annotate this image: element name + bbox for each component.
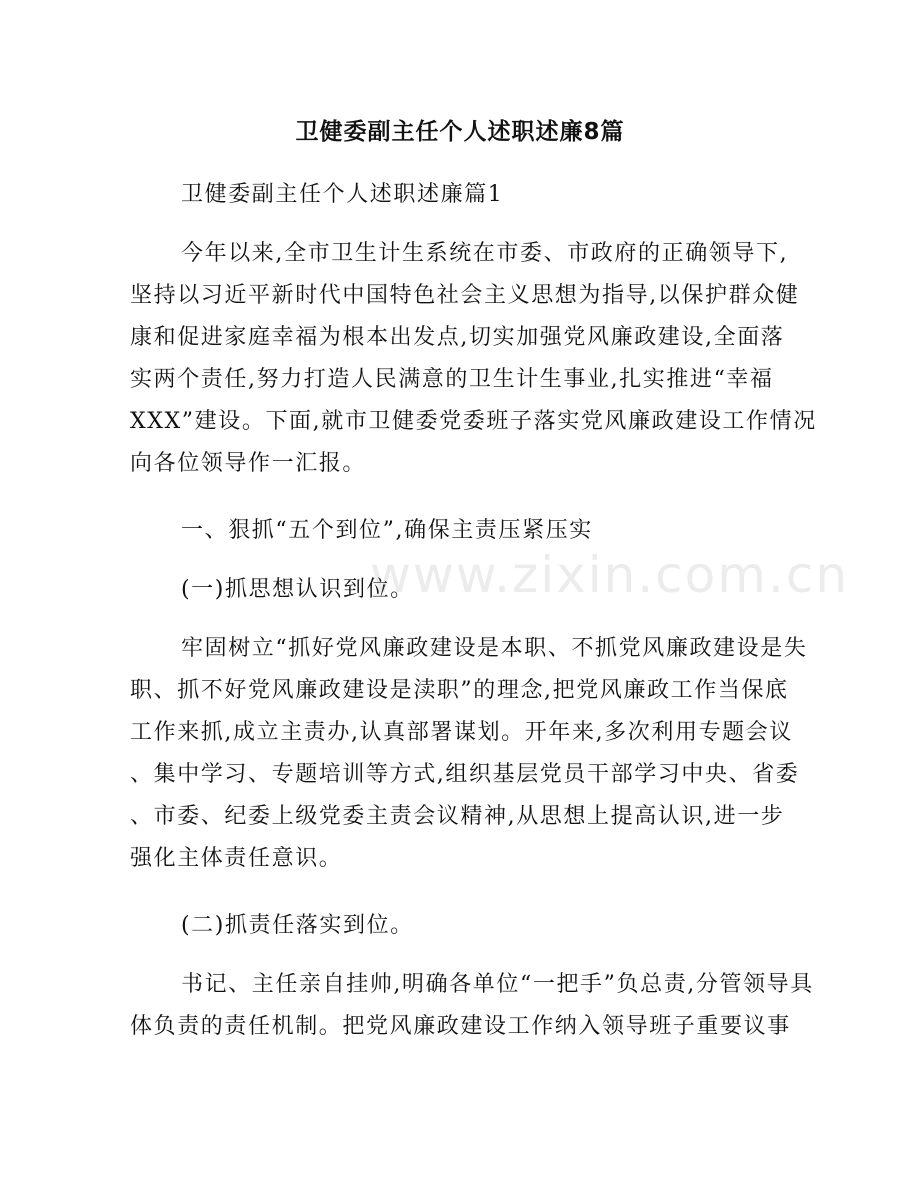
paragraph-line: 今年以来,全市卫生计生系统在市委、市政府的正确领导下, (181, 241, 789, 266)
watermark-text: www.zixin.com.cn (370, 546, 850, 604)
paragraph-line: 、市委、纪委上级党委主责会议精神,从思想上提高认识,进一步 (130, 804, 785, 829)
paragraph-line: 职、抓不好党风廉政建设是渎职”的理念,把党风廉政工作当保底 (130, 678, 789, 703)
section-heading: 一、狠抓“五个到位”,确保主责压紧压实 (181, 518, 593, 543)
paragraph-line: 牢固树立“抓好党风廉政建设是本职、不抓党风廉政建设是失 (181, 636, 808, 661)
subsection-heading: (二)抓责任落实到位。 (181, 913, 414, 938)
subsection-heading: (一)抓思想认识到位。 (181, 577, 414, 602)
section-subtitle: 卫健委副主任个人述职述廉篇1 (181, 182, 504, 207)
document-title: 卫健委副主任个人述职述廉8篇 (295, 119, 625, 145)
paragraph-line: XXX”建设。下面,就市卫健委党委班子落实党风廉政建设工作情况 (130, 409, 817, 434)
paragraph-line: 康和促进家庭幸福为根本出发点,切实加强党风廉政建设,全面落 (130, 325, 785, 350)
paragraph-line: 向各位领导作一汇报。 (130, 451, 367, 476)
paragraph-line: 实两个责任,努力打造人民满意的卫生计生事业,扎实推进“幸福 (130, 367, 774, 392)
paragraph-line: 、集中学习、专题培训等方式,组织基层党员干部学习中央、省委 (130, 762, 800, 787)
paragraph-line: 书记、主任亲自挂帅,明确各单位“一把手”负总责,分管领导具 (181, 972, 814, 997)
paragraph-line: 强化主体责任意识。 (130, 846, 343, 871)
paragraph-line: 体负责的责任机制。把党风廉政建设工作纳入领导班子重要议事 (130, 1014, 791, 1039)
paragraph-line: 工作来抓,成立主责办,认真部署谋划。开年来,多次利用专题会议 (130, 720, 793, 745)
paragraph-line: 坚持以习近平新时代中国特色社会主义思想为指导,以保护群众健 (130, 283, 800, 308)
